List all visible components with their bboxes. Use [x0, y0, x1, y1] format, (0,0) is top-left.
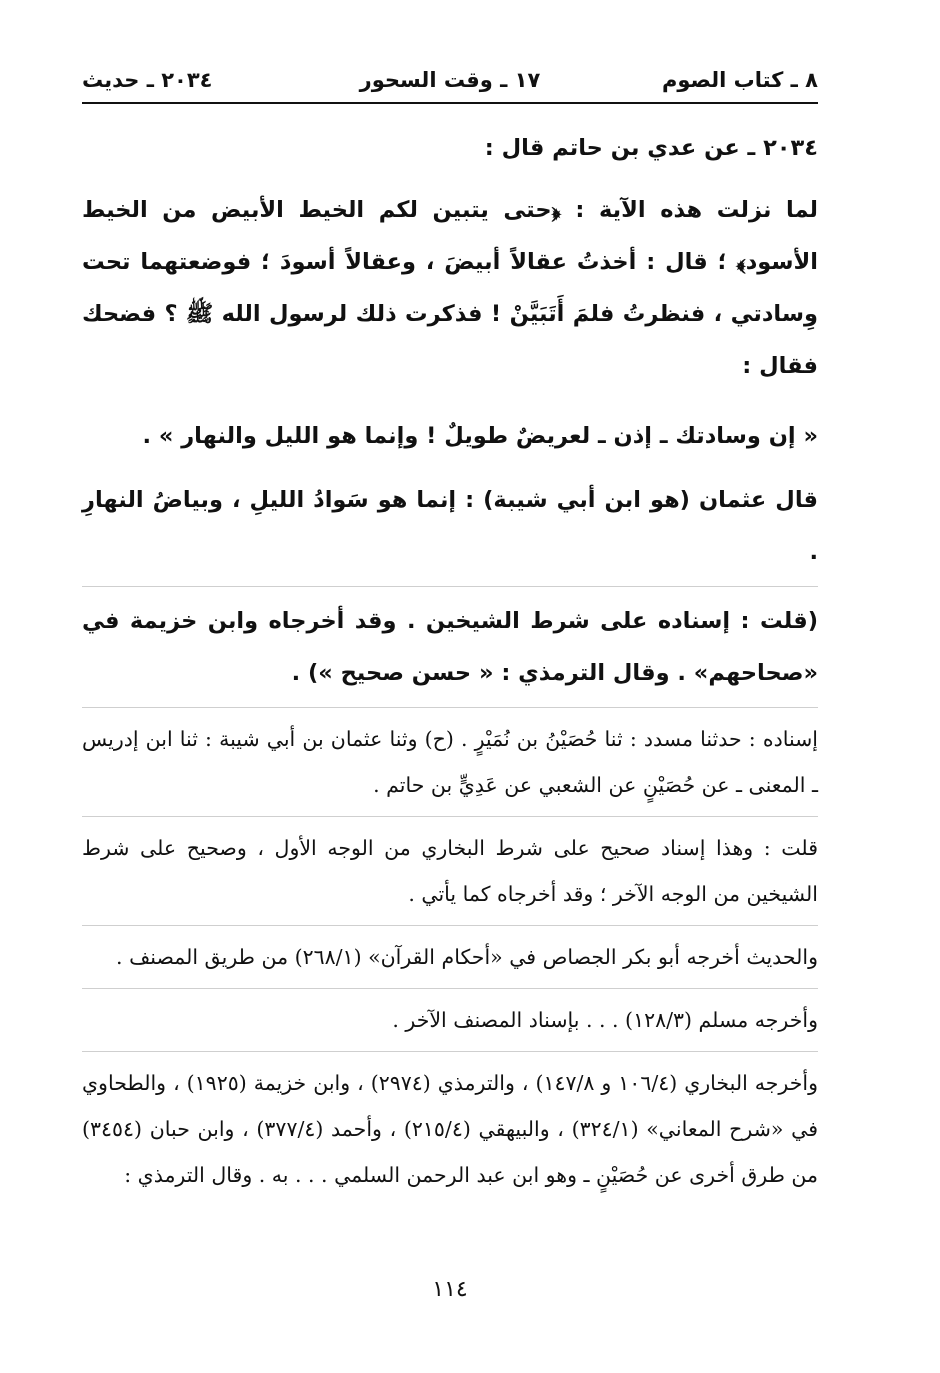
section-divider	[82, 1051, 818, 1052]
running-header	[82, 60, 818, 100]
header-book-title: ٨ ـ كتاب الصوم	[661, 68, 818, 92]
section-divider	[82, 707, 818, 708]
page-number: ١١٤	[432, 1277, 468, 1302]
page-body	[82, 122, 818, 1198]
hadith-title: ٢٠٣٤ ـ عن عدي بن حاتم قال :	[484, 135, 818, 161]
hadith-text: لما نزلت هذه الآية : ﴿حتى يتبين لكم الخيط الأبيض من الخيط الأسود﴾ ؛ قال : أخذتُ عقالاً أبيضَ ، وعقالاً أسودَ ؛ فوضعتهما تحت وِسادتي ، فنظرتُ فلمَ أَتَبَيَّنْ ! فذكرت ذلك لرسول الله ﷺ ؟ فضحك فقال :	[82, 197, 818, 379]
section-divider	[82, 816, 818, 817]
book-page	[82, 60, 818, 1310]
isnad-paragraph: إسناده : حدثنا مسدد : ثنا حُصَيْنُ بن نُمَيْرٍ . (ح) وثنا عثمان بن أبي شيبة : ثنا ابن إدريس ـ المعنى ـ عن حُصَيْنٍ عن الشعبي عن عَدِيٍّ بن حاتم .	[82, 727, 818, 797]
authenticity-note: قلت : وهذا إسناد صحيح على شرط البخاري من الوجه الأول ، وصحيح على شرط الشيخين من الوجه الآخر ؛ وقد أخرجاه كما يأتي .	[82, 836, 818, 906]
muslim-reference: وأخرجه مسلم (١٢٨/٣) . . . بإسناد المصنف الآخر .	[392, 1008, 818, 1032]
bukhari-reference: وأخرجه البخاري (١٠٦/٤ و ١٤٧/٨) ، والترمذي (٢٩٧٤) ، وابن خزيمة (١٩٢٥) ، والطحاوي في «شرح المعاني» (٣٢٤/١) ، والبيهقي (٢١٥/٤) ، وأحمد (٣٧٧/٤) ، وابن حبان (٣٤٥٤) من طرق أخرى عن حُصَيْنٍ ـ وهو ابن عبد الرحمن السلمي . . . به . وقال الترمذي :	[82, 1071, 819, 1187]
jassas-reference: والحديث أخرجه أبو بكر الجصاص في «أحكام القرآن» (٢٦٨/١) من طريق المصنف .	[116, 945, 818, 969]
header-rule	[82, 102, 818, 104]
section-divider	[82, 988, 818, 989]
header-hadith-number: ٢٠٣٤ ـ حديث	[82, 68, 213, 92]
section-divider	[82, 586, 818, 587]
prophet-saying: « إن وسادتك ـ إذن ـ لعريضٌ طويلٌ ! وإنما هو الليل والنهار » .	[142, 423, 818, 449]
uthman-saying: قال عثمان (هو ابن أبي شيبة) : إنما هو سَوادُ الليلِ ، وبياضُ النهارِ .	[82, 487, 818, 565]
grading-note: (قلت : إسناده على شرط الشيخين . وقد أخرجاه وابن خزيمة في «صحاحهم» . وقال الترمذي : « حسن صحيح ») .	[82, 608, 818, 686]
header-chapter-title: ١٧ ـ وقت السحور	[359, 68, 541, 92]
section-divider	[82, 925, 818, 926]
